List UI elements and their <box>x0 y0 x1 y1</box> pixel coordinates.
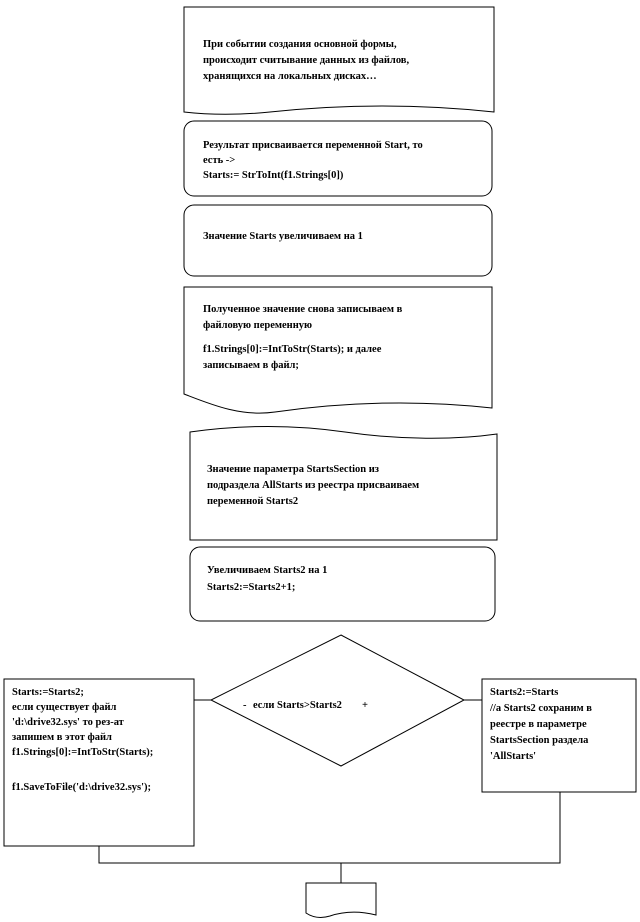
decision-plus-label: + <box>362 700 368 711</box>
left-branch-line-2: если существует файл <box>12 702 117 713</box>
increment-starts-line-1: Значение Starts увеличиваем на 1 <box>203 231 363 242</box>
right-branch-line-1: Starts2:=Starts <box>490 687 559 698</box>
write-file-line-1: Полученное значение снова записываем в <box>203 304 403 315</box>
decision-condition-label: если Starts>Starts2 <box>253 700 342 711</box>
registry-line-1: Значение параметра StartsSection из <box>207 464 379 475</box>
right-branch-line-4: StartsSection раздела <box>490 735 589 746</box>
write-file-line-3: f1.Strings[0]:=IntToStr(Starts); и далее <box>203 344 382 355</box>
start-document-line-1: При событии создания основной формы, <box>203 39 397 50</box>
start-document-line-2: происходит считывание данных из файлов, <box>203 55 410 66</box>
left-branch-line-3: 'd:\drive32.sys' то рез-ат <box>12 717 124 728</box>
node-registry-document <box>190 426 497 540</box>
decision-minus-label: - <box>243 700 247 711</box>
node-left-branch <box>4 679 194 846</box>
node-end-document <box>306 883 376 917</box>
assign-starts-line-1: Результат присваивается переменной Start, то <box>203 140 423 151</box>
node-increment-starts <box>184 205 492 276</box>
right-branch-line-5: 'AllStarts' <box>490 751 537 762</box>
left-branch-line-7: f1.SaveToFile('d:\drive32.sys'); <box>12 782 152 793</box>
left-branch-line-5: f1.Strings[0]:=IntToStr(Starts); <box>12 747 154 758</box>
right-branch-line-3: реестре в параметре <box>490 719 587 730</box>
left-branch-line-1: Starts:=Starts2; <box>12 687 84 698</box>
increment-starts2-line-2: Starts2:=Starts2+1; <box>207 582 296 593</box>
right-branch-line-2: //а Starts2 сохраним в <box>490 703 592 714</box>
node-assign-starts <box>184 121 492 196</box>
left-branch-line-4: запишем в этот файл <box>12 732 112 743</box>
write-file-line-2: файловую переменную <box>203 320 313 331</box>
node-start-document <box>184 7 494 114</box>
increment-starts2-line-1: Увеличиваем Starts2 на 1 <box>207 565 328 576</box>
registry-line-2: подраздела AllStarts из реестра присваиваем <box>207 480 420 491</box>
write-file-line-4: записываем в файл; <box>203 360 299 371</box>
node-right-branch <box>482 679 636 792</box>
start-document-line-3: хранящихся на локальных дисках… <box>203 71 377 82</box>
assign-starts-line-3: Starts:= StrToInt(f1.Strings[0]) <box>203 170 344 181</box>
assign-starts-line-2: есть -> <box>203 155 236 166</box>
node-increment-starts2 <box>190 547 495 621</box>
node-decision <box>211 635 464 766</box>
registry-line-3: переменной Starts2 <box>207 496 299 507</box>
end-document-shape <box>306 883 376 917</box>
node-write-file-document <box>184 287 492 413</box>
